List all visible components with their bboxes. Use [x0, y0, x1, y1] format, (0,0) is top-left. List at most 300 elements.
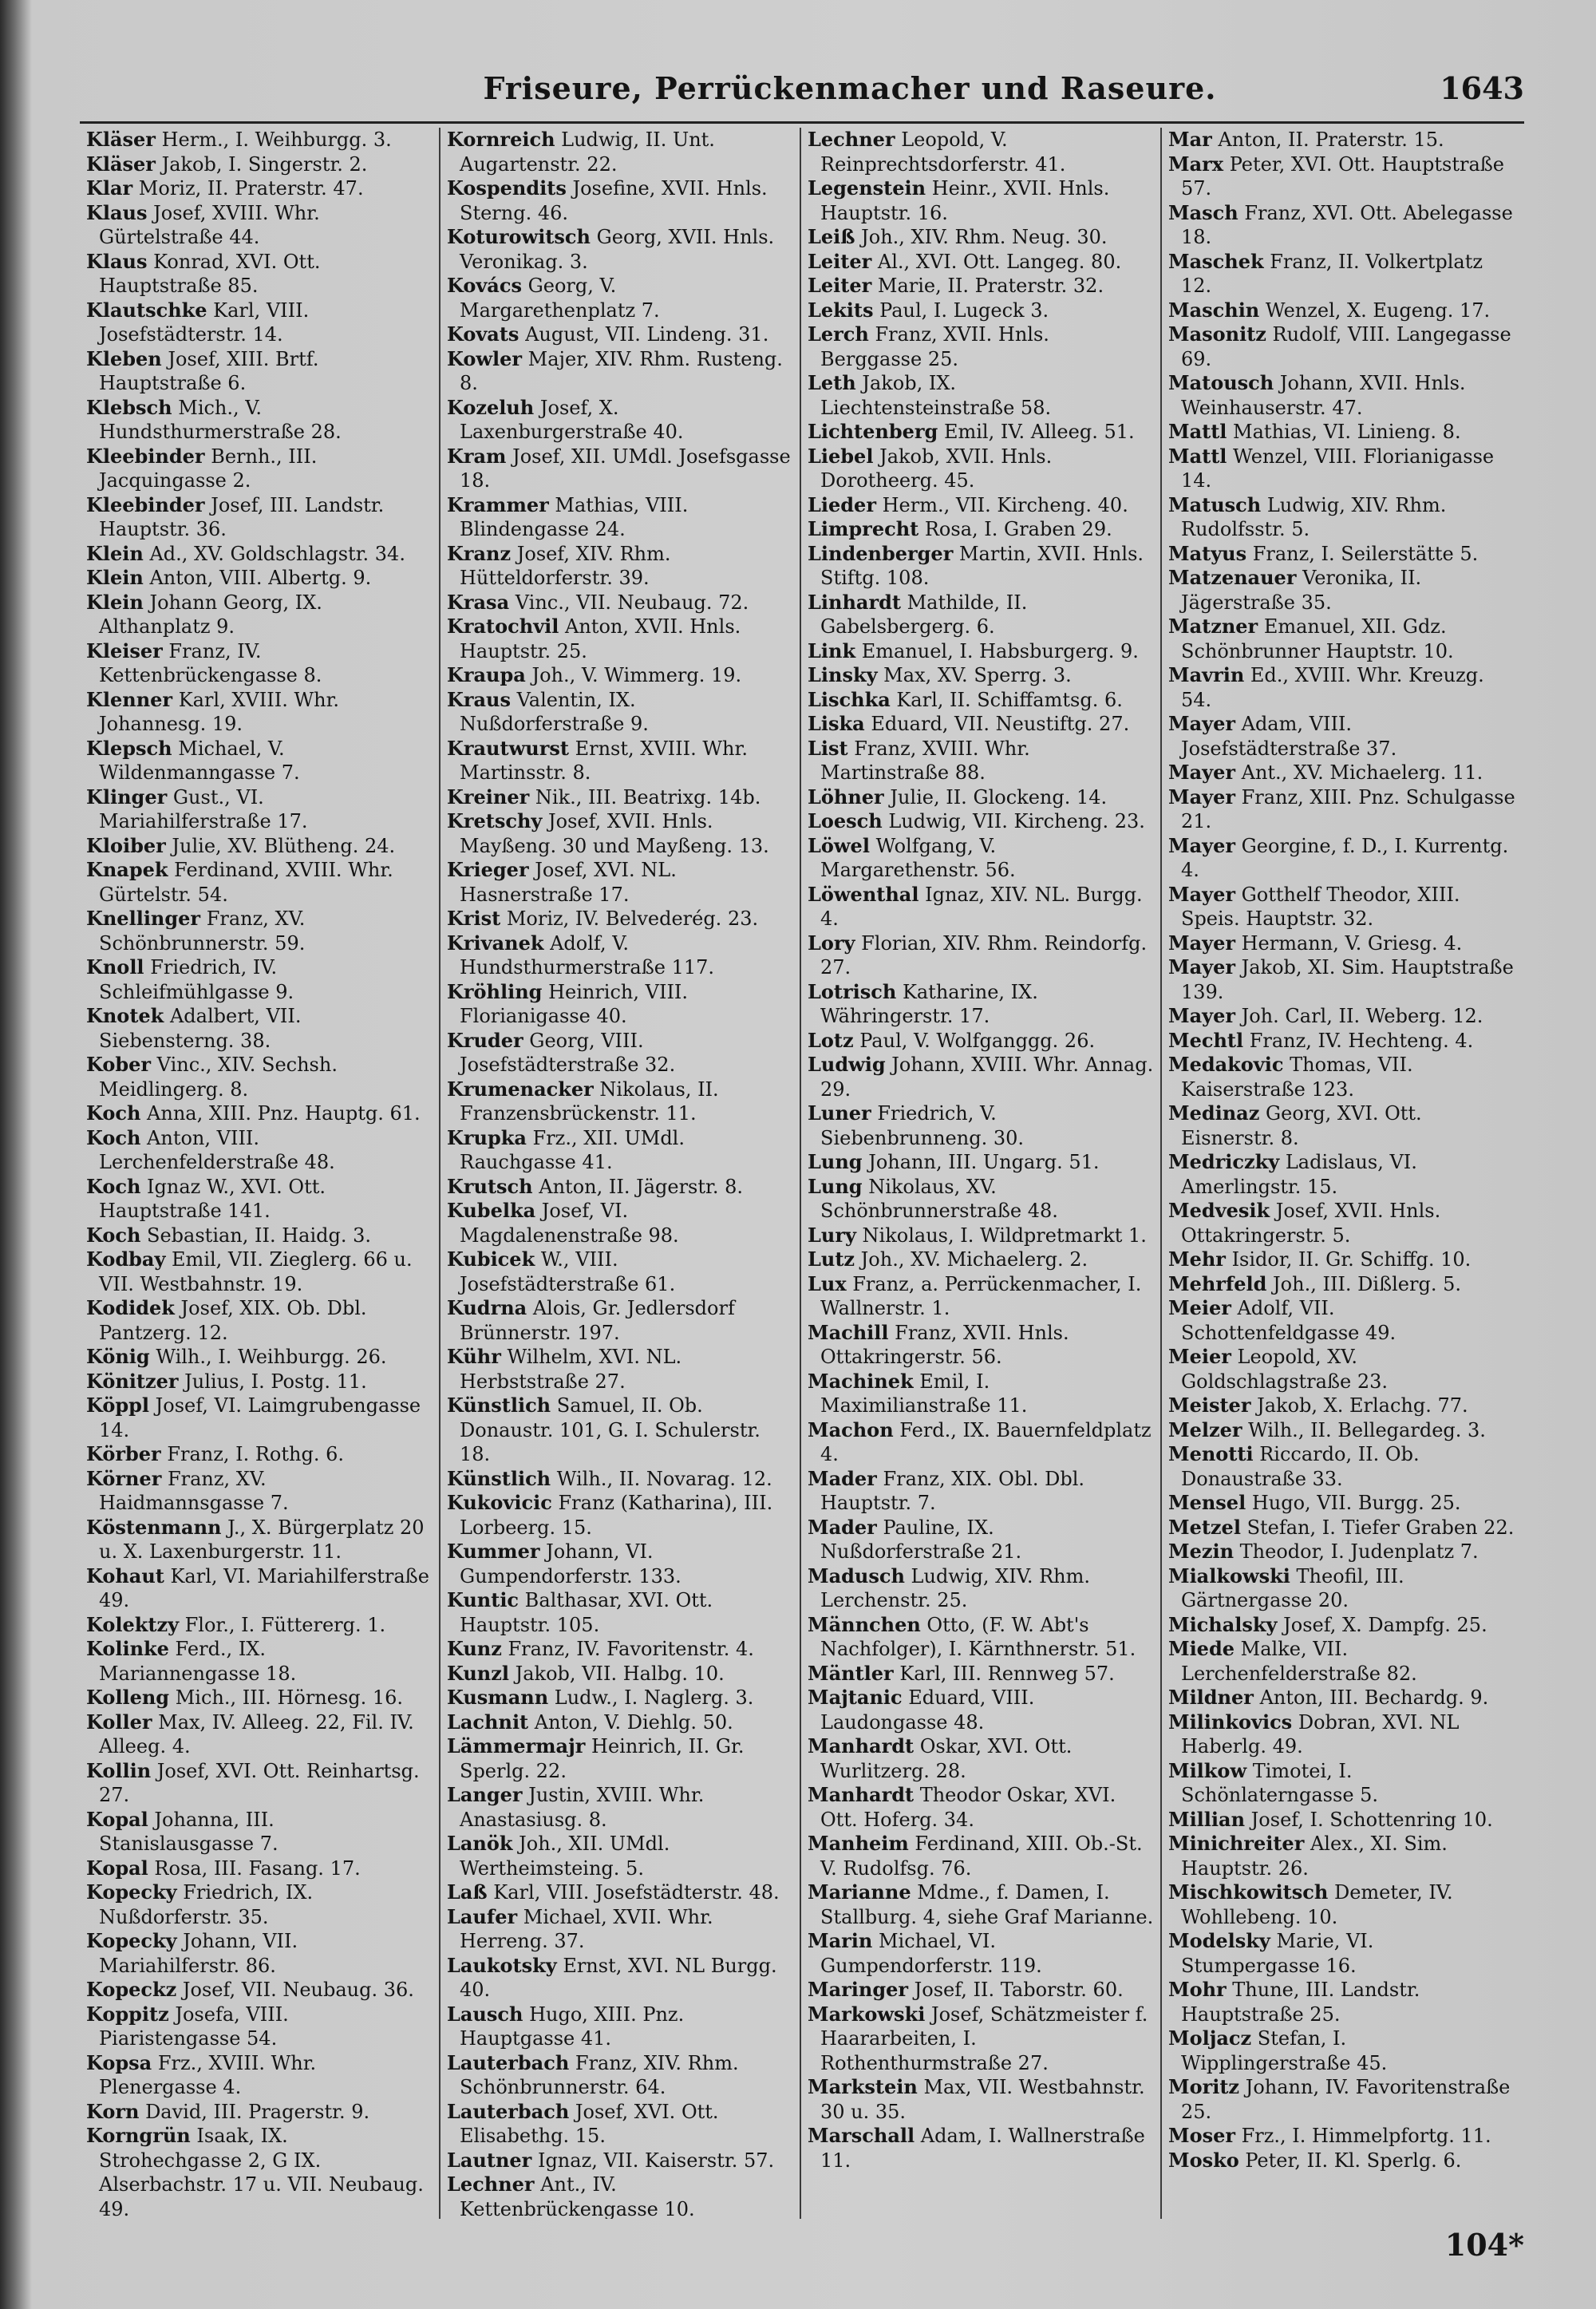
- entry-name: Künstlich: [447, 1466, 551, 1490]
- directory-entry: [86, 1126, 433, 1175]
- entry-details: Jakob, XVII. Hnls. Dorotheerg. 45.: [820, 445, 1053, 492]
- entry-details: Thomas, VII. Kaiserstraße 123.: [1181, 1054, 1413, 1101]
- directory-entry: [808, 1224, 1154, 1248]
- entry-details: Johann, XVIII. Whr. Annag. 29.: [820, 1054, 1154, 1101]
- entry-name: Marin: [808, 1929, 873, 1952]
- entry-details: Karl, VIII. Josefstädterstr. 48.: [487, 1881, 780, 1904]
- entry-name: Kospendits: [447, 176, 567, 200]
- directory-entry: [808, 1370, 1154, 1418]
- entry-details: Georg, XVII. Hnls. Veronikag. 3.: [460, 226, 775, 273]
- directory-entry: [86, 639, 433, 688]
- directory-entry: [808, 1613, 1154, 1662]
- directory-entry: [1168, 250, 1516, 299]
- directory-entry: [808, 1978, 1154, 2003]
- entry-name: Maschin: [1168, 298, 1260, 322]
- directory-entry: [447, 274, 793, 322]
- entry-details: Eduard, VII. Neustiftg. 27.: [864, 713, 1130, 735]
- page-number: 1643: [1440, 70, 1524, 106]
- entry-name: Legenstein: [808, 176, 926, 200]
- directory-entry: [1168, 1808, 1516, 1833]
- entry-details: Karl, VI. Mariahilferstraße 49.: [99, 1564, 429, 1611]
- entry-name: Kruder: [447, 1028, 523, 1052]
- directory-entry: [86, 445, 433, 493]
- directory-entry: [86, 250, 433, 299]
- entry-details: Josefa, VIII. Piaristengasse 54.: [99, 2003, 289, 2050]
- directory-entry: [86, 1808, 433, 1856]
- entry-details: Franz, a. Perrückenmacher, I. Wallnerstr. 1.: [820, 1272, 1142, 1319]
- column-4: [1162, 128, 1523, 2219]
- entry-details: Josef, XVII. Hnls. Mayßeng. 30 und Mayßeng. 13.: [460, 810, 769, 857]
- directory-entry: [1168, 2026, 1516, 2075]
- entry-details: Majer, XIV. Rhm. Rusteng. 8.: [460, 347, 783, 394]
- entry-name: Mosko: [1168, 2148, 1239, 2172]
- entry-details: Josef, XIV. Rhm. Hütteldorferstr. 39.: [460, 542, 671, 589]
- entry-name: Kläser: [86, 128, 156, 151]
- directory-entry: [447, 785, 793, 810]
- directory-entry: [1168, 1978, 1516, 2026]
- directory-entry: [808, 785, 1154, 810]
- directory-entry: [447, 2100, 793, 2149]
- entry-name: Machon: [808, 1417, 894, 1441]
- entry-details: Emil, IV. Alleeg. 51.: [938, 421, 1135, 443]
- entry-name: Knoll: [86, 955, 144, 979]
- entry-details: Veronika, II. Jägerstraße 35.: [1181, 567, 1422, 614]
- entry-name: Korngrün: [86, 2124, 191, 2147]
- entry-details: Josef, XVII. Hnls. Ottakringerstr. 5.: [1181, 1200, 1441, 1247]
- directory-entry: [447, 1710, 793, 1735]
- entry-details: Dobran, XVI. NL Haberlg. 49.: [1181, 1710, 1460, 1757]
- directory-entry: [86, 1053, 433, 1101]
- entry-name: Kummer: [447, 1540, 540, 1563]
- entry-name: Korn: [86, 2099, 140, 2123]
- directory-entry: [447, 2051, 793, 2100]
- entry-name: Leiter: [808, 249, 872, 273]
- entry-name: Krivanek: [447, 931, 544, 955]
- entry-details: Anton, XVII. Hnls. Hauptstr. 25.: [460, 615, 741, 662]
- entry-details: Franz, XVI. Ott. Abelegasse 18.: [1181, 201, 1513, 248]
- entry-details: Mathilde, II. Gabelsbergerg. 6.: [820, 591, 1028, 638]
- directory-entry: [1168, 1686, 1516, 1710]
- entry-name: Metzel: [1168, 1515, 1241, 1539]
- directory-entry: [1168, 663, 1516, 712]
- entry-details: Josef, VI. Magdalenenstraße 98.: [460, 1200, 679, 1247]
- directory-entry: [86, 542, 433, 567]
- entry-name: Klaus: [86, 249, 148, 273]
- entry-name: Kober: [86, 1053, 152, 1076]
- sheet-mark: 104*: [1444, 2227, 1524, 2263]
- entry-name: Krumenacker: [447, 1077, 594, 1101]
- directory-entry: [86, 907, 433, 955]
- entry-name: Klinger: [86, 785, 168, 809]
- entry-name: Meier: [1168, 1296, 1231, 1319]
- entry-details: Thune, III. Landstr. Hauptstraße 25.: [1181, 1979, 1420, 2026]
- entry-name: Lautner: [447, 2148, 532, 2172]
- directory-entry: [808, 1516, 1154, 1564]
- entry-details: Julie, XV. Blütheng. 24.: [165, 834, 396, 857]
- entry-name: Kozeluh: [447, 395, 535, 419]
- entry-name: Mayer: [1168, 1004, 1235, 1027]
- entry-name: Menotti: [1168, 1442, 1254, 1465]
- entry-details: Mathias, VIII. Blindengasse 24.: [460, 493, 689, 540]
- entry-name: Kuntic: [447, 1588, 519, 1611]
- header-rule: [80, 121, 1524, 124]
- entry-name: Löwenthal: [808, 882, 919, 906]
- column-2: [440, 128, 801, 2219]
- entry-details: Franz, IV. Kettenbrückengasse 8.: [99, 639, 322, 686]
- directory-entry: [1168, 2149, 1516, 2173]
- entry-details: Jakob, VII. Halbg. 10.: [508, 1662, 725, 1685]
- entry-name: Klepsch: [86, 736, 172, 760]
- entry-name: Linhardt: [808, 590, 901, 614]
- directory-entry: [808, 2124, 1154, 2173]
- directory-entry: [1168, 493, 1516, 542]
- entry-details: Moriz, IV. Belvederég. 23.: [500, 907, 759, 930]
- entry-details: Nik., III. Beatrixg. 14b.: [529, 785, 761, 809]
- directory-entry: [1168, 299, 1516, 323]
- entry-name: Knapek: [86, 858, 168, 881]
- entry-name: Lechner: [808, 128, 895, 151]
- directory-entry: [447, 1662, 793, 1686]
- entry-name: Langer: [447, 1783, 523, 1806]
- directory-entry: [447, 1491, 793, 1540]
- entry-name: Matzenauer: [1168, 566, 1297, 589]
- directory-entry: [808, 420, 1154, 445]
- entry-details: Joh., XII. UMdl. Wertheimsteing. 5.: [460, 1833, 670, 1880]
- entry-name: Klaus: [86, 200, 148, 224]
- directory-entry: [447, 225, 793, 274]
- entry-details: Wolfgang, V. Margarethenstr. 56.: [820, 834, 1016, 881]
- entry-name: Klein: [86, 590, 144, 614]
- entry-details: Frz., XII. UMdl. Rauchgasse 41.: [460, 1126, 685, 1173]
- entry-name: Lanök: [447, 1832, 513, 1855]
- entry-name: Liebel: [808, 444, 874, 468]
- entry-name: Machinek: [808, 1369, 914, 1393]
- entry-details: Wilh., II. Novarag. 12.: [551, 1467, 772, 1490]
- entry-name: Majtanic: [808, 1686, 903, 1709]
- entry-details: Gotthelf Theodor, XIII. Speis. Hauptstr. 32.: [1181, 883, 1460, 930]
- entry-details: Franz, XVII. Hnls. Berggasse 25.: [820, 323, 1049, 370]
- directory-entry: [1168, 1272, 1516, 1297]
- directory-entry: [86, 1370, 433, 1394]
- entry-name: Koturowitsch: [447, 225, 591, 248]
- directory-entry: [447, 1247, 793, 1296]
- entry-details: Adolf, VII. Schottenfeldgasse 49.: [1181, 1297, 1396, 1344]
- entry-name: Löhner: [808, 785, 884, 809]
- entry-details: Georg, XVI. Ott. Eisnerstr. 8.: [1181, 1102, 1422, 1149]
- entry-name: Köstenmann: [86, 1515, 222, 1539]
- directory-entry: [447, 688, 793, 737]
- entry-name: Knotek: [86, 1004, 164, 1027]
- directory-entry: [808, 1662, 1154, 1686]
- entry-name: Meier: [1168, 1345, 1231, 1368]
- entry-details: Ernst, XVI. NL Burgg. 40.: [460, 1954, 777, 2001]
- entry-name: Marx: [1168, 152, 1224, 176]
- entry-details: Sebastian, II. Haidg. 3.: [140, 1224, 372, 1247]
- entry-details: J., X. Bürgerplatz 20 u. X. Laxenburgerstr. 11.: [99, 1516, 425, 1563]
- directory-entry: [86, 493, 433, 542]
- directory-entry: [808, 1686, 1154, 1734]
- entry-name: Liska: [808, 712, 865, 735]
- entry-details: Franz, IV. Hechteng. 4.: [1243, 1029, 1474, 1052]
- entry-details: Franz, IV. Favoritenstr. 4.: [501, 1638, 754, 1660]
- entry-details: Franz, XIX. Obl. Dbl. Hauptstr. 7.: [820, 1467, 1085, 1514]
- entry-details: Riccardo, II. Ob. Donaustraße 33.: [1181, 1443, 1420, 1490]
- entry-details: Peter, XVI. Ott. Hauptstraße 57.: [1181, 152, 1504, 200]
- entry-details: Johann, VI. Gumpendorferstr. 133.: [460, 1540, 681, 1587]
- entry-name: Mar: [1168, 128, 1212, 151]
- directory-entry: [1168, 128, 1516, 152]
- directory-entry: [808, 128, 1154, 176]
- directory-entry: [86, 1345, 433, 1370]
- entry-details: Ignaz, VII. Kaiserstr. 57.: [531, 2149, 775, 2172]
- directory-entry: [1168, 566, 1516, 615]
- entry-details: Franz, II. Volkertplatz 12.: [1181, 250, 1483, 297]
- entry-name: Kratochvil: [447, 615, 559, 638]
- entry-name: Kollin: [86, 1758, 152, 1782]
- directory-entry: [1168, 1540, 1516, 1564]
- entry-name: Lung: [808, 1150, 863, 1173]
- directory-entry: [86, 1978, 433, 2003]
- entry-details: David, III. Pragerstr. 9.: [139, 2100, 370, 2123]
- entry-name: Mehrfeld: [1168, 1271, 1267, 1295]
- entry-name: Maschek: [1168, 249, 1264, 273]
- entry-details: Ferd., IX. Mariannengasse 18.: [99, 1638, 297, 1685]
- entry-details: Franz, XV. Haidmannsgasse 7.: [99, 1467, 289, 1514]
- directory-entry: [808, 591, 1154, 639]
- entry-details: Wenzel, X. Eugeng. 17.: [1259, 299, 1491, 322]
- entry-details: Ant., XV. Michaelerg. 11.: [1235, 761, 1483, 784]
- directory-entry: [86, 128, 433, 152]
- entry-details: Katharine, IX. Währingerstr. 17.: [820, 980, 1038, 1027]
- entry-name: Kudrna: [447, 1296, 527, 1319]
- directory-columns: [80, 128, 1524, 2219]
- entry-details: Karl, VIII. Josefstädterstr. 14.: [99, 299, 310, 346]
- directory-entry: [808, 1880, 1154, 1929]
- directory-entry: [808, 225, 1154, 250]
- entry-name: Mechtl: [1168, 1028, 1244, 1052]
- entry-details: Friedrich, V. Siebenbrunneng. 30.: [820, 1102, 1024, 1149]
- entry-details: Emil, I. Maximilianstraße 11.: [820, 1370, 1028, 1417]
- entry-name: Koch: [86, 1223, 141, 1247]
- directory-entry: [86, 347, 433, 396]
- directory-entry: [86, 688, 433, 737]
- directory-entry: [1168, 1199, 1516, 1247]
- entry-details: Timotei, I. Schönlaterngasse 5.: [1181, 1759, 1379, 1806]
- entry-details: Vinc., XIV. Sechsh. Meidlingerg. 8.: [99, 1054, 338, 1101]
- directory-entry: [86, 2100, 433, 2125]
- directory-entry: [808, 1175, 1154, 1224]
- entry-details: Johann, XVII. Hnls. Weinhauserstr. 47.: [1181, 372, 1466, 419]
- entry-details: Wenzel, VIII. Florianigasse 14.: [1181, 445, 1495, 492]
- entry-name: Machill: [808, 1320, 889, 1344]
- directory-entry: [447, 1637, 793, 1662]
- entry-details: Josef, III. Landstr. Hauptstr. 36.: [99, 493, 385, 540]
- entry-name: Mader: [808, 1515, 877, 1539]
- entry-details: Franz (Katharina), III. Lorbeerg. 15.: [460, 1492, 773, 1539]
- entry-details: Isidor, II. Gr. Schiffg. 10.: [1225, 1248, 1472, 1271]
- entry-name: Kusmann: [447, 1686, 549, 1709]
- entry-name: Mattl: [1168, 444, 1227, 468]
- entry-details: Otto, (F. W. Abt's Nachfolger), I. Kärnthnerstr. 51.: [820, 1613, 1136, 1660]
- directory-entry: [1168, 955, 1516, 1004]
- directory-entry: [1168, 1418, 1516, 1443]
- entry-name: Klein: [86, 541, 144, 565]
- directory-entry: [86, 1296, 433, 1345]
- entry-name: Kopal: [86, 1807, 148, 1831]
- entry-name: Kodidek: [86, 1296, 175, 1319]
- entry-name: Madusch: [808, 1564, 905, 1587]
- directory-entry: [1168, 152, 1516, 201]
- directory-entry: [1168, 712, 1516, 761]
- directory-entry: [86, 2124, 433, 2219]
- entry-name: Medriczky: [1168, 1150, 1280, 1173]
- directory-entry: [1168, 1394, 1516, 1418]
- entry-details: Mathias, VI. Linieng. 8.: [1227, 421, 1461, 443]
- directory-entry: [447, 1954, 793, 2003]
- directory-entry: [86, 299, 433, 347]
- entry-details: Jakob, XI. Sim. Hauptstraße 139.: [1181, 956, 1514, 1003]
- entry-details: Ludwig, XIV. Rhm. Lerchenstr. 25.: [820, 1564, 1091, 1611]
- entry-details: Ludwig, II. Unt. Augartenstr. 22.: [460, 128, 715, 176]
- entry-details: Heinrich, II. Gr. Sperlg. 22.: [460, 1735, 745, 1782]
- directory-entry: [447, 591, 793, 615]
- entry-details: Anton, V. Diehlg. 50.: [528, 1710, 733, 1734]
- entry-details: Georg, VIII. Josefstädterstraße 32.: [460, 1029, 676, 1076]
- entry-details: Mich., V. Hundsthurmerstraße 28.: [99, 396, 342, 443]
- directory-entry: [1168, 883, 1516, 931]
- directory-entry: [808, 1053, 1154, 1101]
- entry-name: Köppl: [86, 1394, 150, 1417]
- entry-details: Anton, VIII. Albertg. 9.: [143, 567, 372, 589]
- entry-name: Limprecht: [808, 517, 919, 540]
- entry-details: Florian, XIV. Rhm. Reindorfg. 27.: [820, 931, 1148, 979]
- directory-entry: [808, 1418, 1154, 1467]
- entry-name: Kläser: [86, 152, 156, 176]
- entry-details: Josef, XII. UMdl. Josefsgasse 18.: [460, 445, 791, 492]
- entry-details: Ernst, XVIII. Whr. Martinsstr. 8.: [460, 737, 748, 784]
- directory-entry: [808, 1029, 1154, 1054]
- entry-details: Nikolaus, II. Franzensbrückenstr. 11.: [460, 1077, 719, 1125]
- entry-name: Kodbay: [86, 1247, 166, 1271]
- entry-name: Lichtenberg: [808, 420, 938, 443]
- entry-details: Friedrich, IV. Schleifmühlgasse 9.: [99, 956, 294, 1003]
- directory-entry: [86, 1880, 433, 1929]
- entry-details: Georgine, f. D., I. Kurrentg. 4.: [1181, 834, 1509, 881]
- entry-name: Kranz: [447, 541, 512, 565]
- entry-details: Franz, I. Seilerstätte 5.: [1246, 542, 1479, 565]
- entry-details: Emanuel, XII. Gdz. Schönbrunner Hauptstr. 10.: [1181, 615, 1454, 662]
- directory-entry: [447, 445, 793, 493]
- entry-details: Heinr., XVII. Hnls. Hauptstr. 16.: [820, 177, 1110, 224]
- directory-entry: [86, 1004, 433, 1053]
- entry-name: Medakovic: [1168, 1053, 1284, 1076]
- directory-entry: [447, 176, 793, 225]
- entry-details: Julie, II. Glockeng. 14.: [883, 785, 1108, 809]
- entry-details: Max, IV. Alleeg. 22, Fil. IV. Alleeg. 4.: [99, 1710, 414, 1757]
- entry-name: Mader: [808, 1466, 877, 1490]
- entry-details: Malke, VII. Lerchenfelderstraße 82.: [1181, 1638, 1417, 1685]
- entry-details: Ferdinand, XVIII. Whr. Gürtelstr. 54.: [99, 859, 393, 906]
- directory-entry: [447, 1783, 793, 1832]
- entry-name: Koppitz: [86, 2002, 169, 2026]
- entry-name: Klein: [86, 566, 144, 589]
- directory-entry: [808, 299, 1154, 323]
- entry-name: Kowler: [447, 346, 523, 370]
- entry-name: Mildner: [1168, 1686, 1254, 1709]
- directory-entry: [86, 1101, 433, 1126]
- directory-entry: [808, 883, 1154, 931]
- entry-name: Mialkowski: [1168, 1564, 1290, 1587]
- entry-name: Klebsch: [86, 395, 172, 419]
- entry-name: Kopeckz: [86, 1978, 177, 2001]
- entry-details: Jakob, I. Singerstr. 2.: [155, 152, 368, 176]
- directory-entry: [447, 2003, 793, 2051]
- directory-entry: [86, 1247, 433, 1296]
- entry-details: Alex., XI. Sim. Hauptstr. 26.: [1181, 1833, 1448, 1880]
- directory-entry: [1168, 1832, 1516, 1880]
- entry-name: Medvesik: [1168, 1199, 1270, 1222]
- entry-name: Mohr: [1168, 1978, 1227, 2001]
- directory-entry: [447, 931, 793, 980]
- directory-entry: [447, 347, 793, 396]
- entry-name: Masch: [1168, 200, 1238, 224]
- entry-name: Lausch: [447, 2002, 523, 2026]
- entry-name: Kukovicic: [447, 1491, 552, 1514]
- directory-entry: [808, 517, 1154, 542]
- entry-details: Ed., XVIII. Whr. Kreuzg. 54.: [1181, 664, 1484, 711]
- directory-entry: [1168, 322, 1516, 371]
- entry-name: Moser: [1168, 2124, 1235, 2147]
- entry-name: Kröhling: [447, 979, 543, 1003]
- directory-entry: [808, 737, 1154, 785]
- entry-name: Mensel: [1168, 1491, 1246, 1514]
- directory-entry: [447, 1296, 793, 1345]
- entry-details: Adalbert, VII. Siebensterng. 38.: [99, 1005, 302, 1052]
- entry-name: Lekits: [808, 298, 874, 322]
- entry-name: Lury: [808, 1223, 856, 1247]
- entry-name: Matzner: [1168, 615, 1258, 638]
- entry-details: Adam, I. Wallnerstraße 11.: [820, 2125, 1145, 2172]
- entry-name: Kleebinder: [86, 492, 205, 516]
- directory-entry: [86, 1710, 433, 1759]
- column-3: [801, 128, 1162, 2219]
- directory-entry: [447, 1467, 793, 1492]
- entry-details: Peter, II. Kl. Sperlg. 6.: [1238, 2149, 1462, 2172]
- directory-entry: [808, 250, 1154, 275]
- page-title: Friseure, Perrückenmacher und Raseure.: [483, 70, 1217, 106]
- entry-details: Joh., III. Dißlerg. 5.: [1266, 1272, 1461, 1295]
- entry-name: Lerch: [808, 322, 869, 346]
- entry-name: Krasa: [447, 590, 510, 614]
- entry-name: Lux: [808, 1271, 847, 1295]
- entry-details: Michael, VI. Gumpendorferstr. 119.: [820, 1930, 1042, 1977]
- entry-name: Minichreiter: [1168, 1832, 1305, 1855]
- directory-entry: [808, 1247, 1154, 1272]
- entry-name: Luner: [808, 1101, 871, 1125]
- directory-entry: [86, 2003, 433, 2051]
- directory-entry: [808, 688, 1154, 713]
- directory-entry: [1168, 201, 1516, 250]
- entry-details: Balthasar, XVI. Ott. Hauptstr. 105.: [460, 1589, 713, 1636]
- entry-name: Kopsa: [86, 2050, 152, 2074]
- entry-details: Alois, Gr. Jedlersdorf Brünnerstr. 197.: [460, 1297, 735, 1344]
- entry-name: Klautschke: [86, 298, 207, 322]
- directory-entry: [808, 2075, 1154, 2124]
- entry-name: Mezin: [1168, 1540, 1235, 1563]
- entry-name: Lechner: [447, 2173, 535, 2196]
- entry-name: Millian: [1168, 1807, 1246, 1831]
- entry-name: Kovács: [447, 274, 522, 297]
